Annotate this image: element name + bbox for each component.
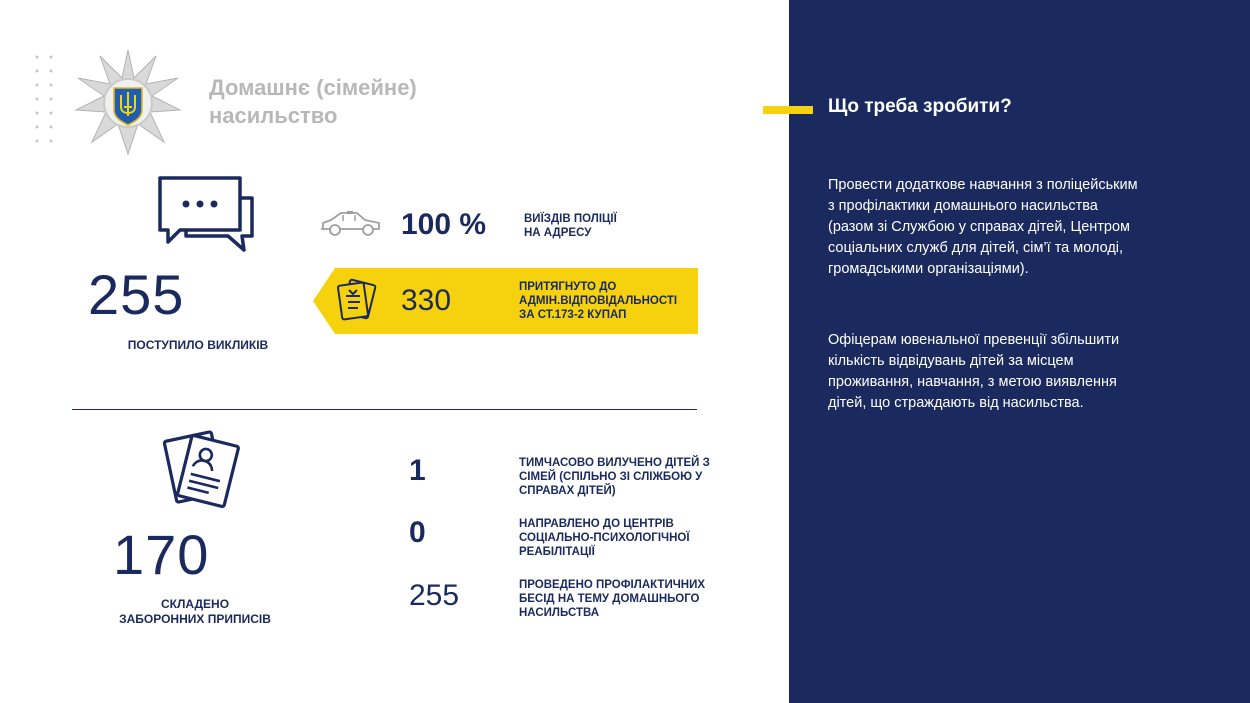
stat-label-line: СПРАВАХ ДІТЕЙ): [519, 485, 616, 497]
stat-label-line: НАПРАВЛЕНО ДО ЦЕНТРІВ: [519, 518, 674, 530]
police-visits-label-line-2: НА АДРЕСУ: [524, 227, 592, 239]
admin-liability-value: 330: [401, 284, 452, 317]
recommendation-line: соціальних служб для дітей, сім’ї та молоді,: [828, 240, 1124, 256]
admin-liability-label-line-2: АДМІН.ВІДПОВІДАЛЬНОСТІ: [519, 295, 678, 307]
police-visits-label-line-1: ВИЇЗДІВ ПОЛІЦІЇ: [524, 213, 617, 225]
stat-label-line: СІМЕЙ (СПІЛЬНО ЗІ СЛІЖБОЮ У: [519, 471, 703, 483]
stat-label-rehab-centers: [519, 517, 690, 559]
chat-bubbles-icon: [156, 174, 258, 256]
decorative-dots: [30, 50, 62, 150]
profile-documents-icon: [162, 430, 242, 516]
admin-liability-label-line-1: ПРИТЯГНУТО ДО: [519, 281, 617, 293]
recommendation-2: [828, 330, 1168, 414]
recommendation-line: кількість відвідувань дітей за місцем: [828, 353, 1074, 369]
stat-value-rehab-centers: 0: [409, 516, 426, 549]
admin-liability-label: [519, 280, 677, 322]
stat-value-children-removed: 1: [409, 454, 426, 487]
recommendation-line: проживання, навчання, з метою виявлення: [828, 374, 1117, 390]
stat-label-line: РЕАБІЛІТАЦІЇ: [519, 546, 595, 558]
stat-value-prevention-talks: 255: [409, 579, 460, 612]
calls-count: 255: [88, 263, 185, 326]
recommendation-line: громадськими організаціями).: [828, 261, 1029, 277]
protocols-caption-line-1: СКЛАДЕНО: [160, 597, 230, 611]
recommendation-line: з профілактики домашнього насильства: [828, 198, 1098, 214]
stat-label-line: ТИМЧАСОВО ВИЛУЧЕНО ДІТЕЙ З: [519, 457, 710, 469]
recommendation-line: дітей, що страждають від насильства.: [828, 395, 1084, 411]
protocols-count: 170: [113, 523, 210, 586]
recommendation-line: Офіцерам ювенальної превенції збільшити: [828, 332, 1120, 348]
stat-label-prevention-talks: [519, 578, 705, 620]
admin-liability-label-line-3: ЗА СТ.173-2 КУПАП: [519, 309, 627, 321]
stat-label-children-removed: [519, 456, 710, 498]
panel-title: Що треба зробити?: [828, 96, 1012, 117]
stat-label-line: БЕСІД НА ТЕМУ ДОМАШНЬОГО: [519, 593, 700, 605]
police-star-badge-icon: [72, 48, 184, 158]
protocols-caption-line-2: ЗАБОРОННИХ ПРИПИСІВ: [119, 612, 271, 626]
stat-label-line: ПРОВЕДЕНО ПРОФІЛАКТИЧНИХ: [519, 579, 706, 591]
page-title: [209, 74, 509, 130]
police-visits-label: [524, 212, 617, 240]
police-visits-value: 100 %: [401, 208, 487, 241]
stat-label-line: НАСИЛЬСТВА: [519, 607, 600, 619]
police-car-icon: [321, 211, 383, 237]
stat-label-line: СОЦІАЛЬНО-ПСИХОЛОГІЧНОЇ: [519, 532, 690, 544]
law-document-icon: [336, 278, 378, 322]
recommendation-line: Провести додаткове навчання з поліцейським: [828, 177, 1138, 193]
section-divider: [72, 409, 697, 410]
recommendation-1: [828, 175, 1168, 280]
accent-bar: [763, 106, 813, 114]
protocols-caption: [105, 597, 285, 627]
recommendation-line: (разом зі Службою у справах дітей, Центром: [828, 219, 1131, 235]
title-line-2: насильство: [209, 103, 338, 128]
title-line-1: Домашнє (сімейне): [209, 75, 417, 100]
calls-caption: ПОСТУПИЛО ВИКЛИКІВ: [127, 338, 269, 352]
